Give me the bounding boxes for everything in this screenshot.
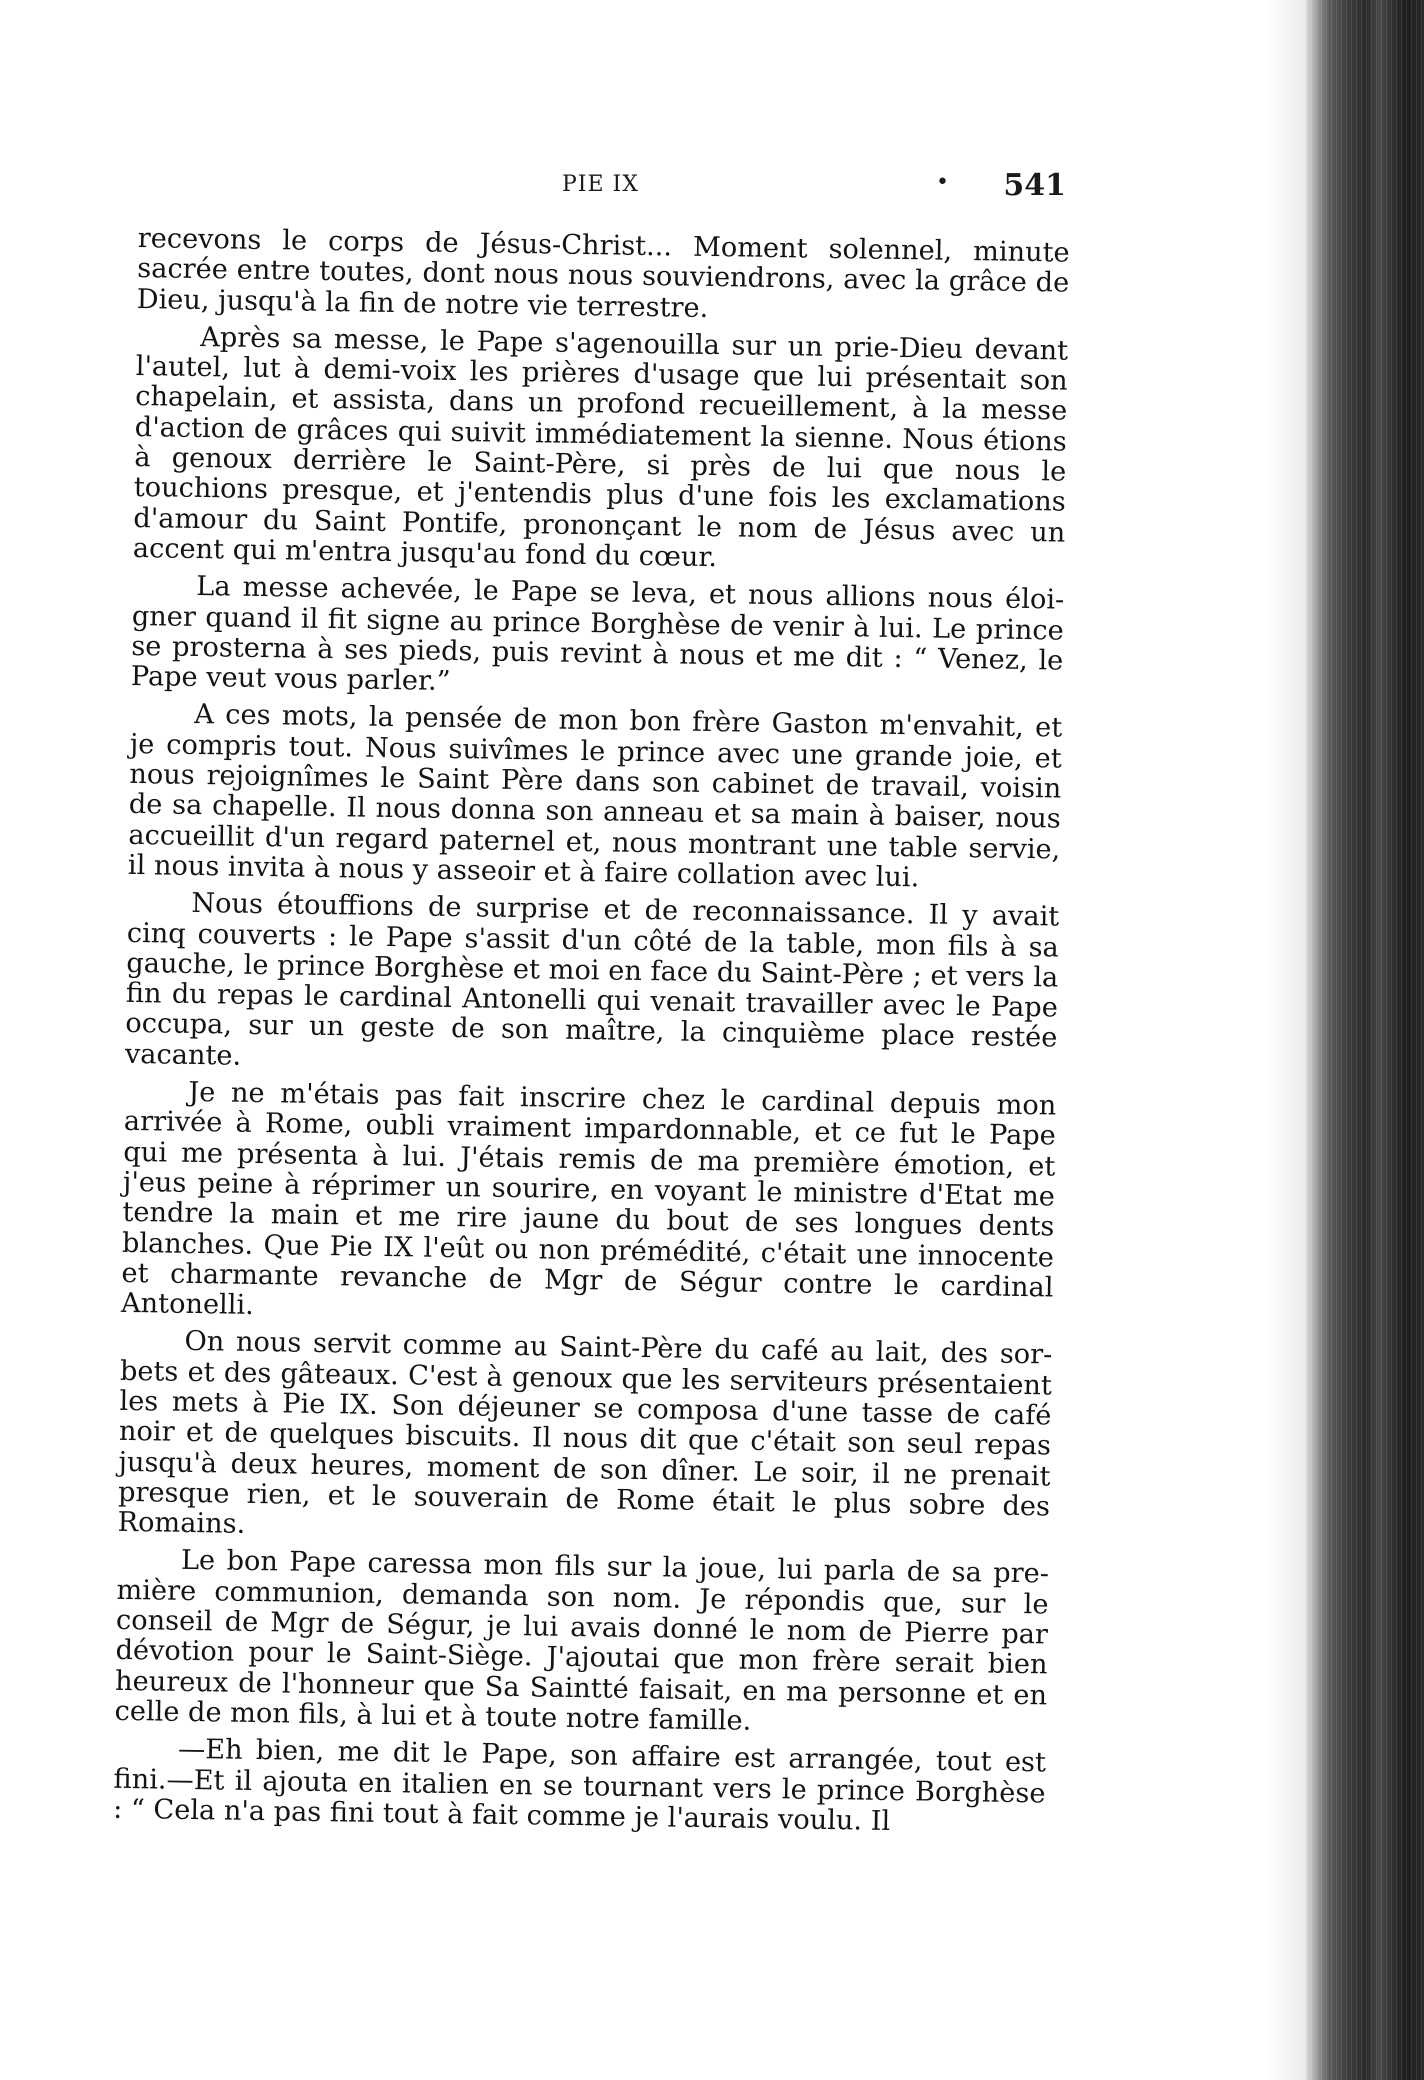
- running-title: PIE IX: [562, 172, 639, 197]
- paragraph: —Eh bien, me dit le Pape, son affaire est arrangée, tout est fini.—Et il ajouta en italien en se tournant vers le prince Borghèse : “ Cela n'a pas fini tout à fait comme je l'aurais voulu. Il: [112, 1734, 1047, 1837]
- paragraph: Après sa messe, le Pape s'agenouilla sur un prie-Dieu devant l'autel, lut à demi-voix les prières d'usage que lui présentait son chapelain, et assista, dans un profond recueillement, à la messe d'action de grâces qui suivit immédiatement la sienne. Nous étions à genoux derrière le Saint-Père, si près de lui que nous le touchions presque, et j'entendis plus d'une fois les exclamations d'amour du Saint Pontife, prononçant le nom de Jésus avec un accent qui m'entra jusqu'au fond du cœur.: [132, 321, 1069, 574]
- paragraph: A ces mots, la pensée de mon bon frère Gaston m'envahit, et je compris tout. Nous suivîmes le prince avec une grande joie, et nous rejoignîmes le Saint Père dans son cabinet de travail, voisin de sa chapelle. Il nous donna son anneau et sa main à baiser, nous accueillit d'un regard paternel et, nous montrant une table servie, il nous invita à nous y asseoir et à faire collation avec lui.: [127, 699, 1063, 894]
- paragraph: recevons le corps de Jésus-Christ... Moment solennel, minute sacrée entre toutes, dont nous nous souviendrons, avec la grâce de Dieu, jusqu'à la fin de notre vie terrestre.: [136, 223, 1070, 324]
- body-text: [113, 224, 1070, 1847]
- paragraph: Nous étouffions de surprise et de reconnaissance. Il y avait cinq couverts : le Pape s'assit d'un côté de la table, mon fils à sa gauche, le prince Borghèse et moi en face du Saint-Père ; et vers la fin du repas le cardinal Antonelli qui venait travailler avec le Pape occupa, sur un geste de son maître, la cinquième place restée vacante.: [124, 888, 1060, 1072]
- page-number: 541: [1003, 168, 1066, 203]
- page-edge-texture: [1306, 0, 1424, 2080]
- paragraph: On nous servit comme au Saint-Père du café au lait, des sorbets et des gâteaux. C'est à genoux que les serviteurs présentaient les mets à Pie IX. Son déjeuner se composa d'une tasse de café noir et de quelques biscuits. Il nous dit que c'était son seul repas jusqu'à deux heures, moment de son dîner. Le soir, il ne prenait presque rien, et le souverain de Rome était le plus sobre des Romains.: [117, 1326, 1053, 1541]
- paragraph: Le bon Pape caressa mon fils sur la joue, lui parla de sa première communion, demanda son nom. Je répondis que, sur le conseil de Mgr de Ségur, je lui avais donné le nom de Pierre par dévotion pour le Saint-Siège. J'ajoutai que mon frère serait bien heureux de l'honneur que Sa Saintté faisait, en ma personne et en celle de mon fils, à lui et à toute notre famille.: [114, 1545, 1050, 1737]
- running-head: [138, 168, 1070, 208]
- page-gutter-shadow: [1266, 0, 1306, 2080]
- paragraph: La messe achevée, le Pape se leva, et nous allions nous éloigner quand il fit signe au prince Borghèse de venir à lui. Le prince se prosterna à ses pieds, puis revint à nous et me dit : “ Venez, le Pape veut vous parler.”: [130, 571, 1065, 698]
- paragraph: Je ne m'étais pas fait inscrire chez le cardinal depuis mon arrivée à Rome, oubli vraiment impardonnable, et ce fut le Pape qui me présenta à lui. J'étais remis de ma première émotion, et j'eus peine à réprimer un sourire, en voyant le ministre d'Etat me tendre la main et me rire jaune du bout de ses longues dents blanches. Que Pie IX l'eût ou non prémédité, c'était une innocente et charmante revanche de Mgr de Ségur contre le cardinal Antonelli.: [120, 1076, 1057, 1322]
- running-head-dot: •: [936, 170, 949, 195]
